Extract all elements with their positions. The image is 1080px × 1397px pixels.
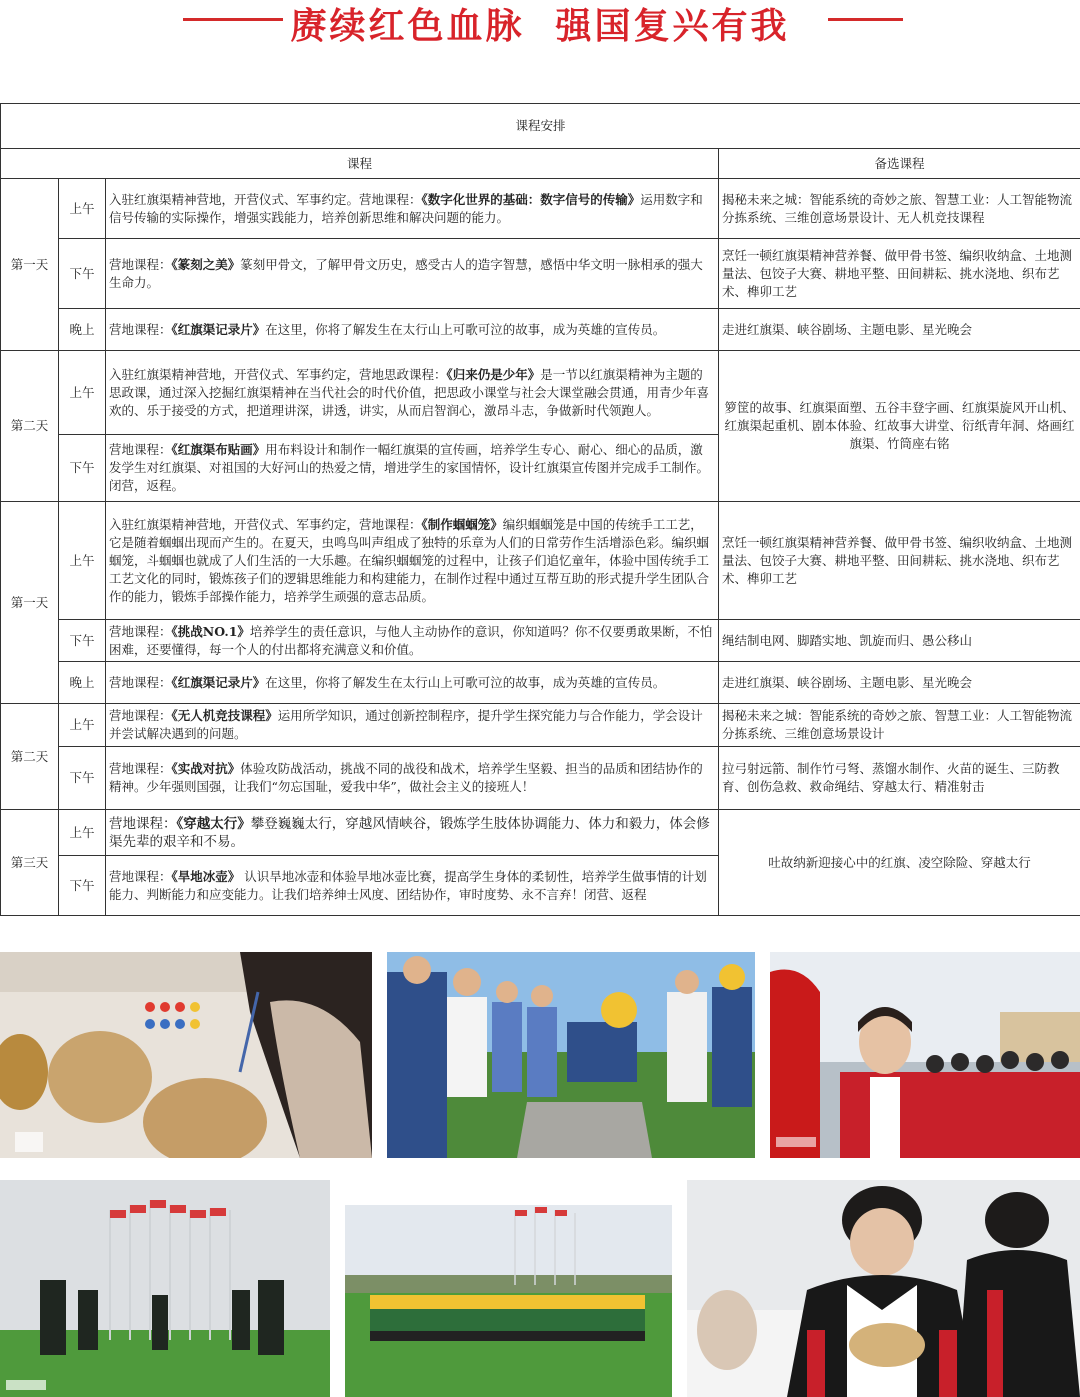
course-cell: 营地课程：《无人机竞技课程》运用所学知识，通过创新控制程序，提升学生探究能力与合作能力，学会设计并尝试解决遇到的问题。 xyxy=(106,704,719,747)
course-cell: 入驻红旗渠精神营地，开营仪式、军事约定，营地思政课程：《归来仍是少年》是一节以红旗渠精神为主题的思政课，通过深入挖掘红旗渠精神在当代社会的时代价值，把思政小课堂与社会大课堂融会贯通，用青少年喜欢的、乐于接受的方式，把道理讲深，讲透，讲实，从而启智润心，激昂斗志，争做新时代领跑人。 xyxy=(106,351,719,435)
day-cell: 第一天 xyxy=(1,179,59,351)
course-cell: 营地课程：《挑战NO.1》培养学生的责任意识，与他人主动协作的意识，你知道吗？你不仅要勇敢果断，不怕困难，还要懂得，每一个人的付出都将充满意义和价值。 xyxy=(106,620,719,662)
course-cell: 营地课程：《红旗渠记录片》在这里，你将了解发生在太行山上可歌可泣的故事，成为英雄的宣传员。 xyxy=(106,309,719,351)
table-row xyxy=(1,309,1080,351)
day-cell: 第三天 xyxy=(1,810,59,916)
course-cell: 营地课程：《穿越太行》攀登巍巍太行，穿越风情峡谷，锻炼学生肢体协调能力、体力和毅力，体会修渠先辈的艰辛和不易。 xyxy=(106,810,719,856)
table-row xyxy=(1,502,1080,620)
photo-painting-crafts xyxy=(0,952,372,1158)
page-header xyxy=(0,0,1080,47)
optional-cell: 拉弓射远箭、制作竹弓弩、蒸馏水制作、火苗的诞生、三防教育、创伤急救、救命绳结、穿越太行、精准射击 xyxy=(719,747,1080,810)
course-cell: 营地课程：《红旗渠记录片》在这里，你将了解发生在太行山上可歌可泣的故事，成为英雄的宣传员。 xyxy=(106,662,719,704)
period-cell: 上午 xyxy=(59,704,106,747)
course-cell: 入驻红旗渠精神营地，开营仪式、军事约定，营地课程：《制作蝈蝈笼》编织蝈蝈笼是中国的传统手工工艺，它是随着蝈蝈出现而产生的。在夏天，虫鸣鸟叫声组成了独特的乐章为人们的日常劳作生活增添色彩。编织蝈蝈笼，斗蝈蝈也就成了人们生活的一大乐趣。在编织蝈蝈笼的过程中，让孩子们追忆童年，体验中国传统手工工艺文化的同时，锻炼孩子们的逻辑思维能力和构建能力，在制作过程中通过互帮互助的形式提升学生团队合作的能力，锻炼手部操作能力，培养学生顽强的意志品质。 xyxy=(106,502,719,620)
optional-cell: 箩筐的故事、红旗渠面塑、五谷丰登字画、红旗渠旋风开山机、红旗渠起重机、剧本体验、红故事大讲堂、衍纸青年洞、烙画红旗渠、竹筒座右铭 xyxy=(719,351,1080,502)
table-row xyxy=(1,239,1080,309)
optional-cell: 烹饪一顿红旗渠精神营养餐、做甲骨书签、编织收纳盒、土地测量法、包饺子大赛、耕地平整、田间耕耘、挑水浇地、织布艺术、榫卯工艺 xyxy=(719,502,1080,620)
table-row xyxy=(1,704,1080,747)
logo-mark xyxy=(776,1137,816,1147)
period-cell: 晚上 xyxy=(59,662,106,704)
day-cell: 第一天 xyxy=(1,502,59,704)
logo-mark xyxy=(15,1132,43,1152)
period-cell: 上午 xyxy=(59,179,106,239)
page-title: 赓续红色血脉 强国复兴有我 xyxy=(290,6,790,47)
optional-cell: 揭秘未来之城：智能系统的奇妙之旅、智慧工业：人工智能物流分拣系统、三维创意场景设计 xyxy=(719,704,1080,747)
day-cell: 第二天 xyxy=(1,704,59,810)
period-cell: 下午 xyxy=(59,435,106,502)
photo-stone-carving xyxy=(387,952,755,1158)
optional-cell: 绳结制电网、脚踏实地、凯旋而归、愚公移山 xyxy=(719,620,1080,662)
table-row xyxy=(1,810,1080,856)
photo-flag-guards xyxy=(0,1180,330,1397)
optional-cell: 揭秘未来之城：智能系统的奇妙之旅、智慧工业：人工智能物流分拣系统、三维创意场景设计、无人机竞技课程 xyxy=(719,179,1080,239)
course-cell: 营地课程：《红旗渠布贴画》用布料设计和制作一幅红旗渠的宣传画，培养学生专心、耐心、细心的品质，激发学生对红旗渠、对祖国的大好河山的热爱之情，增进学生的家国情怀，设计红旗渠宣传图并完成手工制作。闭营，返程。 xyxy=(106,435,719,502)
period-cell: 上午 xyxy=(59,810,106,856)
table-caption: 课程安排 xyxy=(1,104,1080,149)
period-cell: 上午 xyxy=(59,502,106,620)
column-header-course: 课程 xyxy=(1,149,719,179)
course-cell: 营地课程：《篆刻之美》篆刻甲骨文，了解甲骨文历史，感受古人的造字智慧，感悟中华文明一脉相承的强大生命力。 xyxy=(106,239,719,309)
photo-students-field xyxy=(345,1205,672,1397)
table-row xyxy=(1,179,1080,239)
period-cell: 下午 xyxy=(59,747,106,810)
course-cell: 营地课程：《实战对抗》体验攻防战活动，挑战不同的战役和战术，培养学生坚毅、担当的品质和团结协作的精神。少年强则国强，让我们“勿忘国耻，爱我中华”，做社会主义的接班人！ xyxy=(106,747,719,810)
photo-weaving-class xyxy=(687,1180,1080,1397)
table-row xyxy=(1,662,1080,704)
table-row xyxy=(1,747,1080,810)
table-row xyxy=(1,620,1080,662)
table-row xyxy=(1,351,1080,435)
optional-cell: 走进红旗渠、峡谷剧场、主题电影、星光晚会 xyxy=(719,309,1080,351)
course-cell: 营地课程：《旱地冰壶》 认识旱地冰壶和体验旱地冰壶比赛，提高学生身体的柔韧性，培养学生做事情的计划能力、判断能力和应变能力。让我们培养绅士风度、团结协作，审时度势、永不言弃！闭营、返程 xyxy=(106,856,719,916)
period-cell: 晚上 xyxy=(59,309,106,351)
optional-cell: 吐故纳新迎接心中的红旗、凌空除险、穿越太行 xyxy=(719,810,1080,916)
course-cell: 入驻红旗渠精神营地，开营仪式、军事约定。营地课程：《数字化世界的基础：数字信号的传输》运用数字和信号传输的实际操作，增强实践能力，培养创新思维和解决问题的能力。 xyxy=(106,179,719,239)
optional-cell: 走进红旗渠、峡谷剧场、主题电影、星光晚会 xyxy=(719,662,1080,704)
course-schedule-table xyxy=(0,103,1080,916)
period-cell: 下午 xyxy=(59,620,106,662)
period-cell: 下午 xyxy=(59,239,106,309)
period-cell: 下午 xyxy=(59,856,106,916)
column-header-optional: 备选课程 xyxy=(719,149,1080,179)
day-cell: 第二天 xyxy=(1,351,59,502)
logo-mark xyxy=(6,1380,46,1390)
photo-students-ceremony xyxy=(770,952,1080,1158)
optional-cell: 烹饪一顿红旗渠精神营养餐、做甲骨书签、编织收纳盒、土地测量法、包饺子大赛、耕地平整、田间耕耘、挑水浇地、织布艺术、榫卯工艺 xyxy=(719,239,1080,309)
period-cell: 上午 xyxy=(59,351,106,435)
